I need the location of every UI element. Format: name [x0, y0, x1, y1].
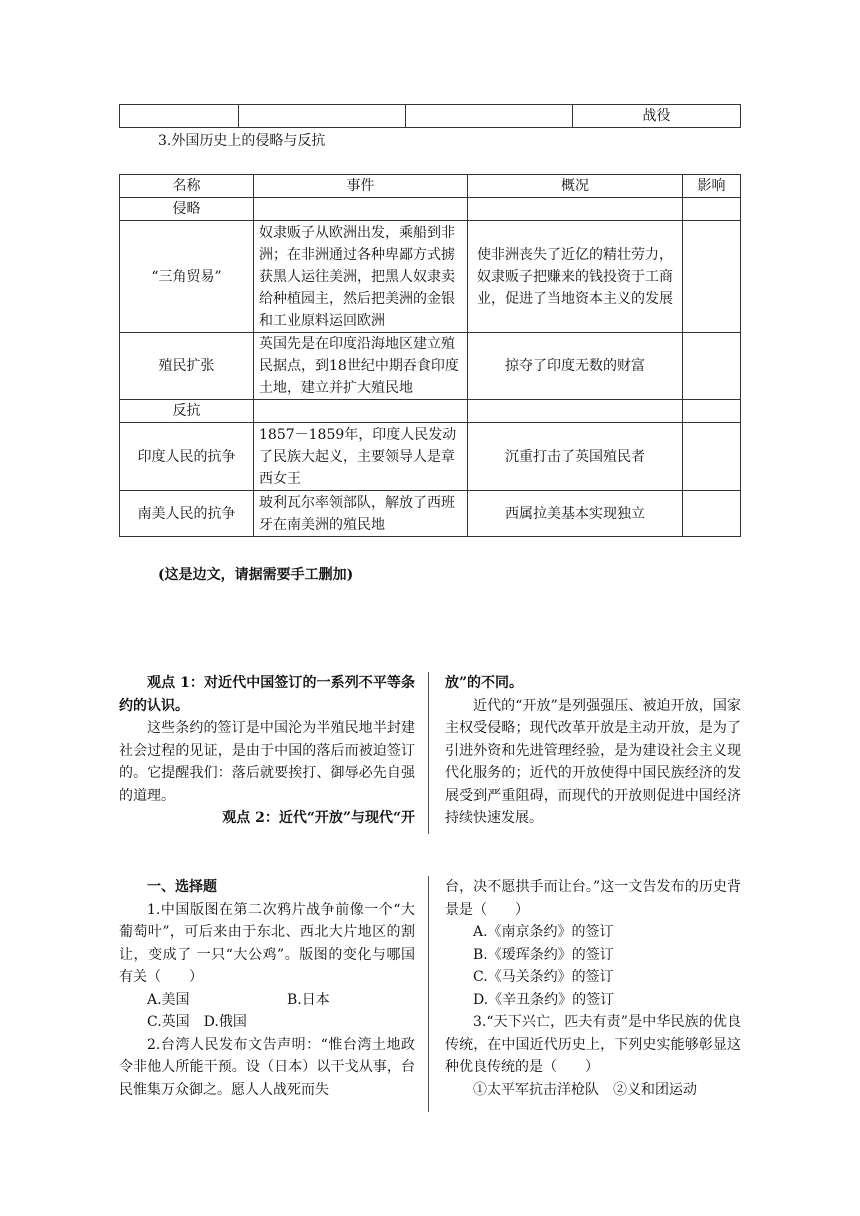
option: C.英国 — [147, 1014, 190, 1030]
header-impact: 影响 — [683, 175, 741, 198]
row-impact — [683, 491, 741, 537]
top-table — [119, 104, 741, 128]
header-name: 名称 — [120, 175, 254, 198]
viewpoint2-title-continued: 放”的不同。 — [445, 675, 524, 691]
questions-right-column — [445, 876, 741, 1101]
row-overview: 西属拉美基本实现独立 — [468, 491, 683, 537]
row-overview: 掠夺了印度无数的财富 — [468, 333, 683, 400]
section3-title: 3.外国历史上的侵略与反抗 — [158, 133, 326, 149]
table-row — [120, 423, 741, 491]
row-event: 玻利瓦尔率领部队，解放了西班牙在南美洲的殖民地 — [254, 491, 468, 537]
row-impact — [683, 333, 741, 400]
row-overview: 使非洲丧失了近亿的精壮劳力，奴隶贩子把赚来的钱投资于工商业，促进了当地资本主义的发展 — [468, 221, 683, 333]
question1-text: 1.中国版图在第二次鸦片战争前像一个“大葡萄叶”，可后来由于东北、西北大片地区的割让，变成了 一只“大公鸡”。版图的变化与哪国有关（ ） — [119, 901, 415, 985]
questions-left-column — [119, 876, 415, 1101]
option: A.《南京条约》的签订 — [473, 924, 614, 940]
row-event: 奴隶贩子从欧洲出发，乘船到非洲；在非洲通过各种卑鄙方式掳获黑人运往美洲，把黑人奴隶卖给种植园主，然后把美洲的金银和工业原料运回欧洲 — [254, 221, 468, 333]
row-impact — [683, 400, 741, 423]
viewpoint1-title: 观点 1：对近代中国签订的一系列不平等条约的认识。 — [119, 675, 415, 714]
viewpoint2-title: 观点 2：近代“开放”与现代“开 — [222, 810, 415, 826]
row-event — [254, 400, 468, 423]
question1-options-row1 — [119, 989, 415, 1012]
top-table-cell: 战役 — [573, 105, 741, 128]
row-name: 反抗 — [120, 400, 254, 423]
column-divider — [428, 672, 429, 834]
question2-text: 2.台湾人民发布文告声明：“惟台湾土地政令非他人所能干预。设（日本）以干戈从事，台民惟集万众御之。愿人人战死而失 — [119, 1036, 415, 1098]
top-table-cell — [239, 105, 406, 128]
table-row — [120, 400, 741, 423]
header-event: 事件 — [254, 175, 468, 198]
question2-text-continued: 台，决不愿拱手而让台。”这一文告发布的历史背景是（ ） — [445, 879, 741, 918]
viewpoints-right-column — [445, 672, 741, 830]
viewpoint2-body: 近代的“开放”是列强强压、被迫开放，国家主权受侵略；现代改革开放是主动开放，是为了引进外资和先进管理经验，是为建设社会主义现代化服务的；近代的开放使得中国民族经济的发展受到严重阻碍，而现代的开放则促进中国经济持续快速发展。 — [445, 697, 741, 826]
invasion-resistance-table — [119, 174, 741, 537]
option: ②义和团运动 — [613, 1081, 697, 1098]
table-header-row — [120, 175, 741, 198]
row-name: “三角贸易” — [120, 221, 254, 333]
question3-options — [445, 1079, 741, 1102]
option: C.《马关条约》的签订 — [473, 969, 614, 985]
row-name: 印度人民的抗争 — [120, 423, 254, 491]
option: B.日本 — [287, 991, 330, 1008]
row-overview: 沉重打击了英国殖民者 — [468, 423, 683, 491]
option: A.美国 — [147, 991, 190, 1008]
top-table-cell — [120, 105, 239, 128]
viewpoints-left-column — [119, 672, 415, 830]
table-row — [120, 198, 741, 221]
table-row — [120, 333, 741, 400]
table-row — [120, 491, 741, 537]
column-divider — [428, 876, 429, 1112]
question3-text: 3.“天下兴亡，匹夫有责”是中华民族的优良传统，在中国近代历史上，下列史实能够彰显这种优良传统的是（ ） — [445, 1014, 741, 1075]
row-name: 侵略 — [120, 198, 254, 221]
option: D.《辛丑条约》的签订 — [473, 991, 615, 1008]
top-table-cell — [406, 105, 573, 128]
table-row — [120, 221, 741, 333]
row-event: 1857－1859年，印度人民发动了民族大起义，主要领导人是章西女王 — [254, 423, 468, 491]
row-impact — [683, 423, 741, 491]
header-overview: 概况 — [468, 175, 683, 198]
viewpoint1-body: 这些条约的签订是中国沦为半殖民地半封建社会过程的见证，是由于中国的落后而被迫签订的。它提醒我们：落后就要挨打、御辱必先自强的道理。 — [119, 720, 415, 804]
row-event — [254, 198, 468, 221]
row-name: 南美人民的抗争 — [120, 491, 254, 537]
row-overview — [468, 400, 683, 423]
option: ①太平军抗击洋枪队 — [473, 1081, 599, 1098]
question1-options-row2 — [119, 1011, 415, 1034]
row-impact — [683, 198, 741, 221]
side-note: (这是边文，请据需要手工删加) — [158, 567, 354, 583]
row-name: 殖民扩张 — [120, 333, 254, 400]
row-overview — [468, 198, 683, 221]
option: B.《瑷珲条约》的签订 — [473, 946, 614, 963]
row-impact — [683, 221, 741, 333]
section-title: 一、选择题 — [147, 879, 217, 895]
row-event: 英国先是在印度沿海地区建立殖民据点，到18世纪中期吞食印度土地，建立并扩大殖民地 — [254, 333, 468, 400]
option: D.俄国 — [203, 1014, 247, 1030]
